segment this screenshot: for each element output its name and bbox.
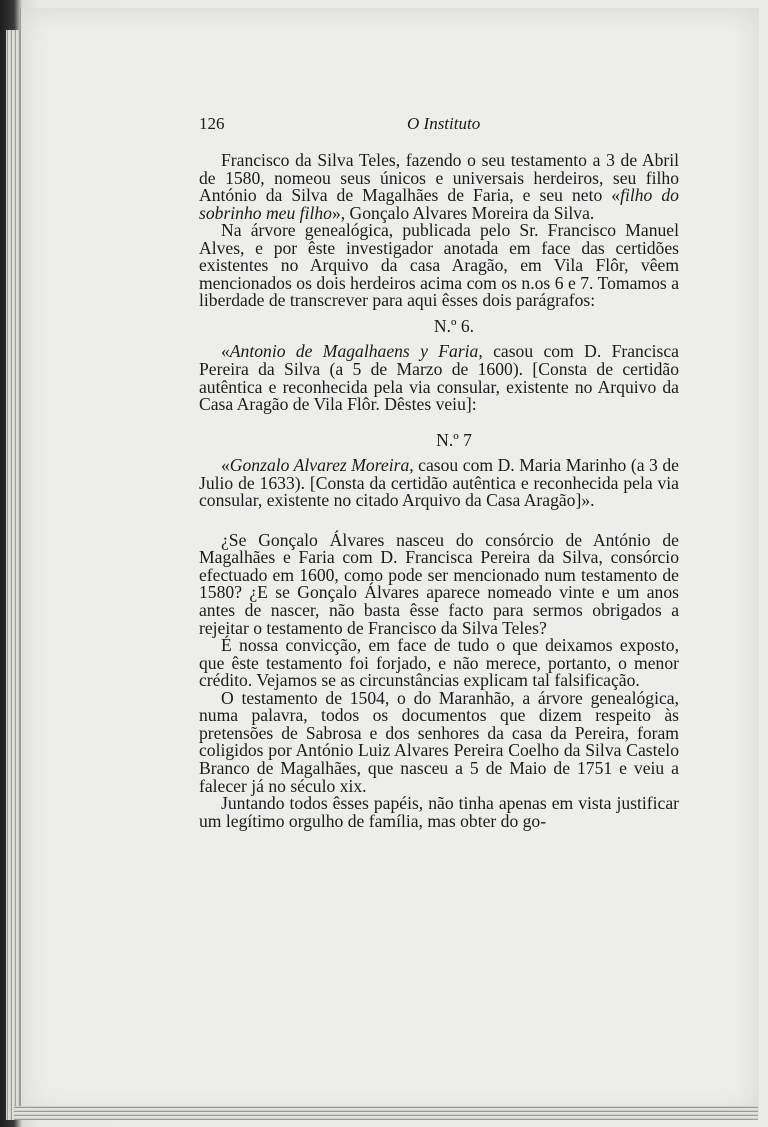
running-head [199,114,679,138]
journal-title: O Instituto [407,114,481,133]
entry-6-name: Antonio de Magalhaens y Faria, [229,341,483,362]
paragraph-testament [199,152,679,222]
entry-heading-7: N.º 7 [436,429,472,450]
quoted-phrase: filho do sobrinho meu filho [199,185,679,223]
page-number: 126 [199,114,225,133]
paragraph-closing: Juntando todos êsses papéis, não tinha apenas em vista justificar um legítimo orgulho de família, mas obter do go- [199,793,679,831]
entry-7-name: Gonzalo Alvarez Moreira, [229,455,414,476]
paragraph-question: ¿Se Gonçalo Álvares nasceu do consórcio de António de Magalhães e Faria com D. Francisca Pereira da Silva, consórcio efectuado em 1600, como pode ser mencionado num testamento de 1580? ¿E se Gonçalo Álvares aparece nomeado vinte e um anos antes de nascer, não basta êsse facto para sermos obrigados a rejeitar o testamento de Francisco da Silva Teles? [199,529,679,638]
paragraph-text: casou com D. Maria Marinho (a 3 de Julio de 1633). [Consta da certidão autêntica e reconhecida pela via consular, existente no citado Arquivo da Casa Aragão]». [199,455,679,511]
paragraph-documents: O testamento de 1504, o do Maranhão, a árvore genealógica, numa palavra, todos os documentos que dizem respeito às pretensões de Sabrosa e dos senhores da casa da Pereira, foram coligidos por António Luiz Alvares Pereira Coelho da Silva Castelo Branco de Magalhães, que nasceu a 5 de Maio de 1751 e veiu a falecer já no século xix. [199,687,679,796]
paragraph-genealogy: Na árvore genealógica, publicada pelo Sr. Francisco Manuel Alves, e por êste investigador anotada em face das certidões existentes no Arquivo da casa Aragão, em Vila Flôr, vêem mencionados os dois herdeiros acima com os n.os 6 e 7. Tomamos a liberdade de transcrever para aqui êsses dois parágrafos: [199,220,679,311]
bottom-page-edges [14,1106,758,1120]
open-quote: « [221,341,230,362]
paragraph-text: », Gonçalo Alvares Moreira da Silva. [331,202,595,223]
entry-7-text [199,457,679,510]
paragraph-text: Francisco da Silva Teles, fazendo o seu testamento a 3 de Abril de 1580, nomeou seus únicos e universais herdeiros, seu filho António da Silva de Magalhães de Faria, e seu neto « [199,150,679,206]
paragraph-conviction: É nossa convicção, em face de tudo o que deixamos exposto, que êste testamento foi forjado, e não merece, portanto, o menor crédito. Vejamos se as circunstâncias explicam tal falsificação. [199,635,679,691]
stacked-page-edges [6,30,20,1120]
paragraph-text: casou com D. Francisca Pereira da Silva (a 5 de Marzo de 1600). [Consta de certidão autêntica e reconhecida pela via consular, existente no Arquivo da Casa Aragão de Vila Flôr. Dêstes veiu]: [199,341,679,415]
open-quote: « [221,455,230,476]
body-text [199,152,679,830]
entry-6-text [199,343,679,413]
entry-heading-6: N.º 6. [433,315,475,336]
